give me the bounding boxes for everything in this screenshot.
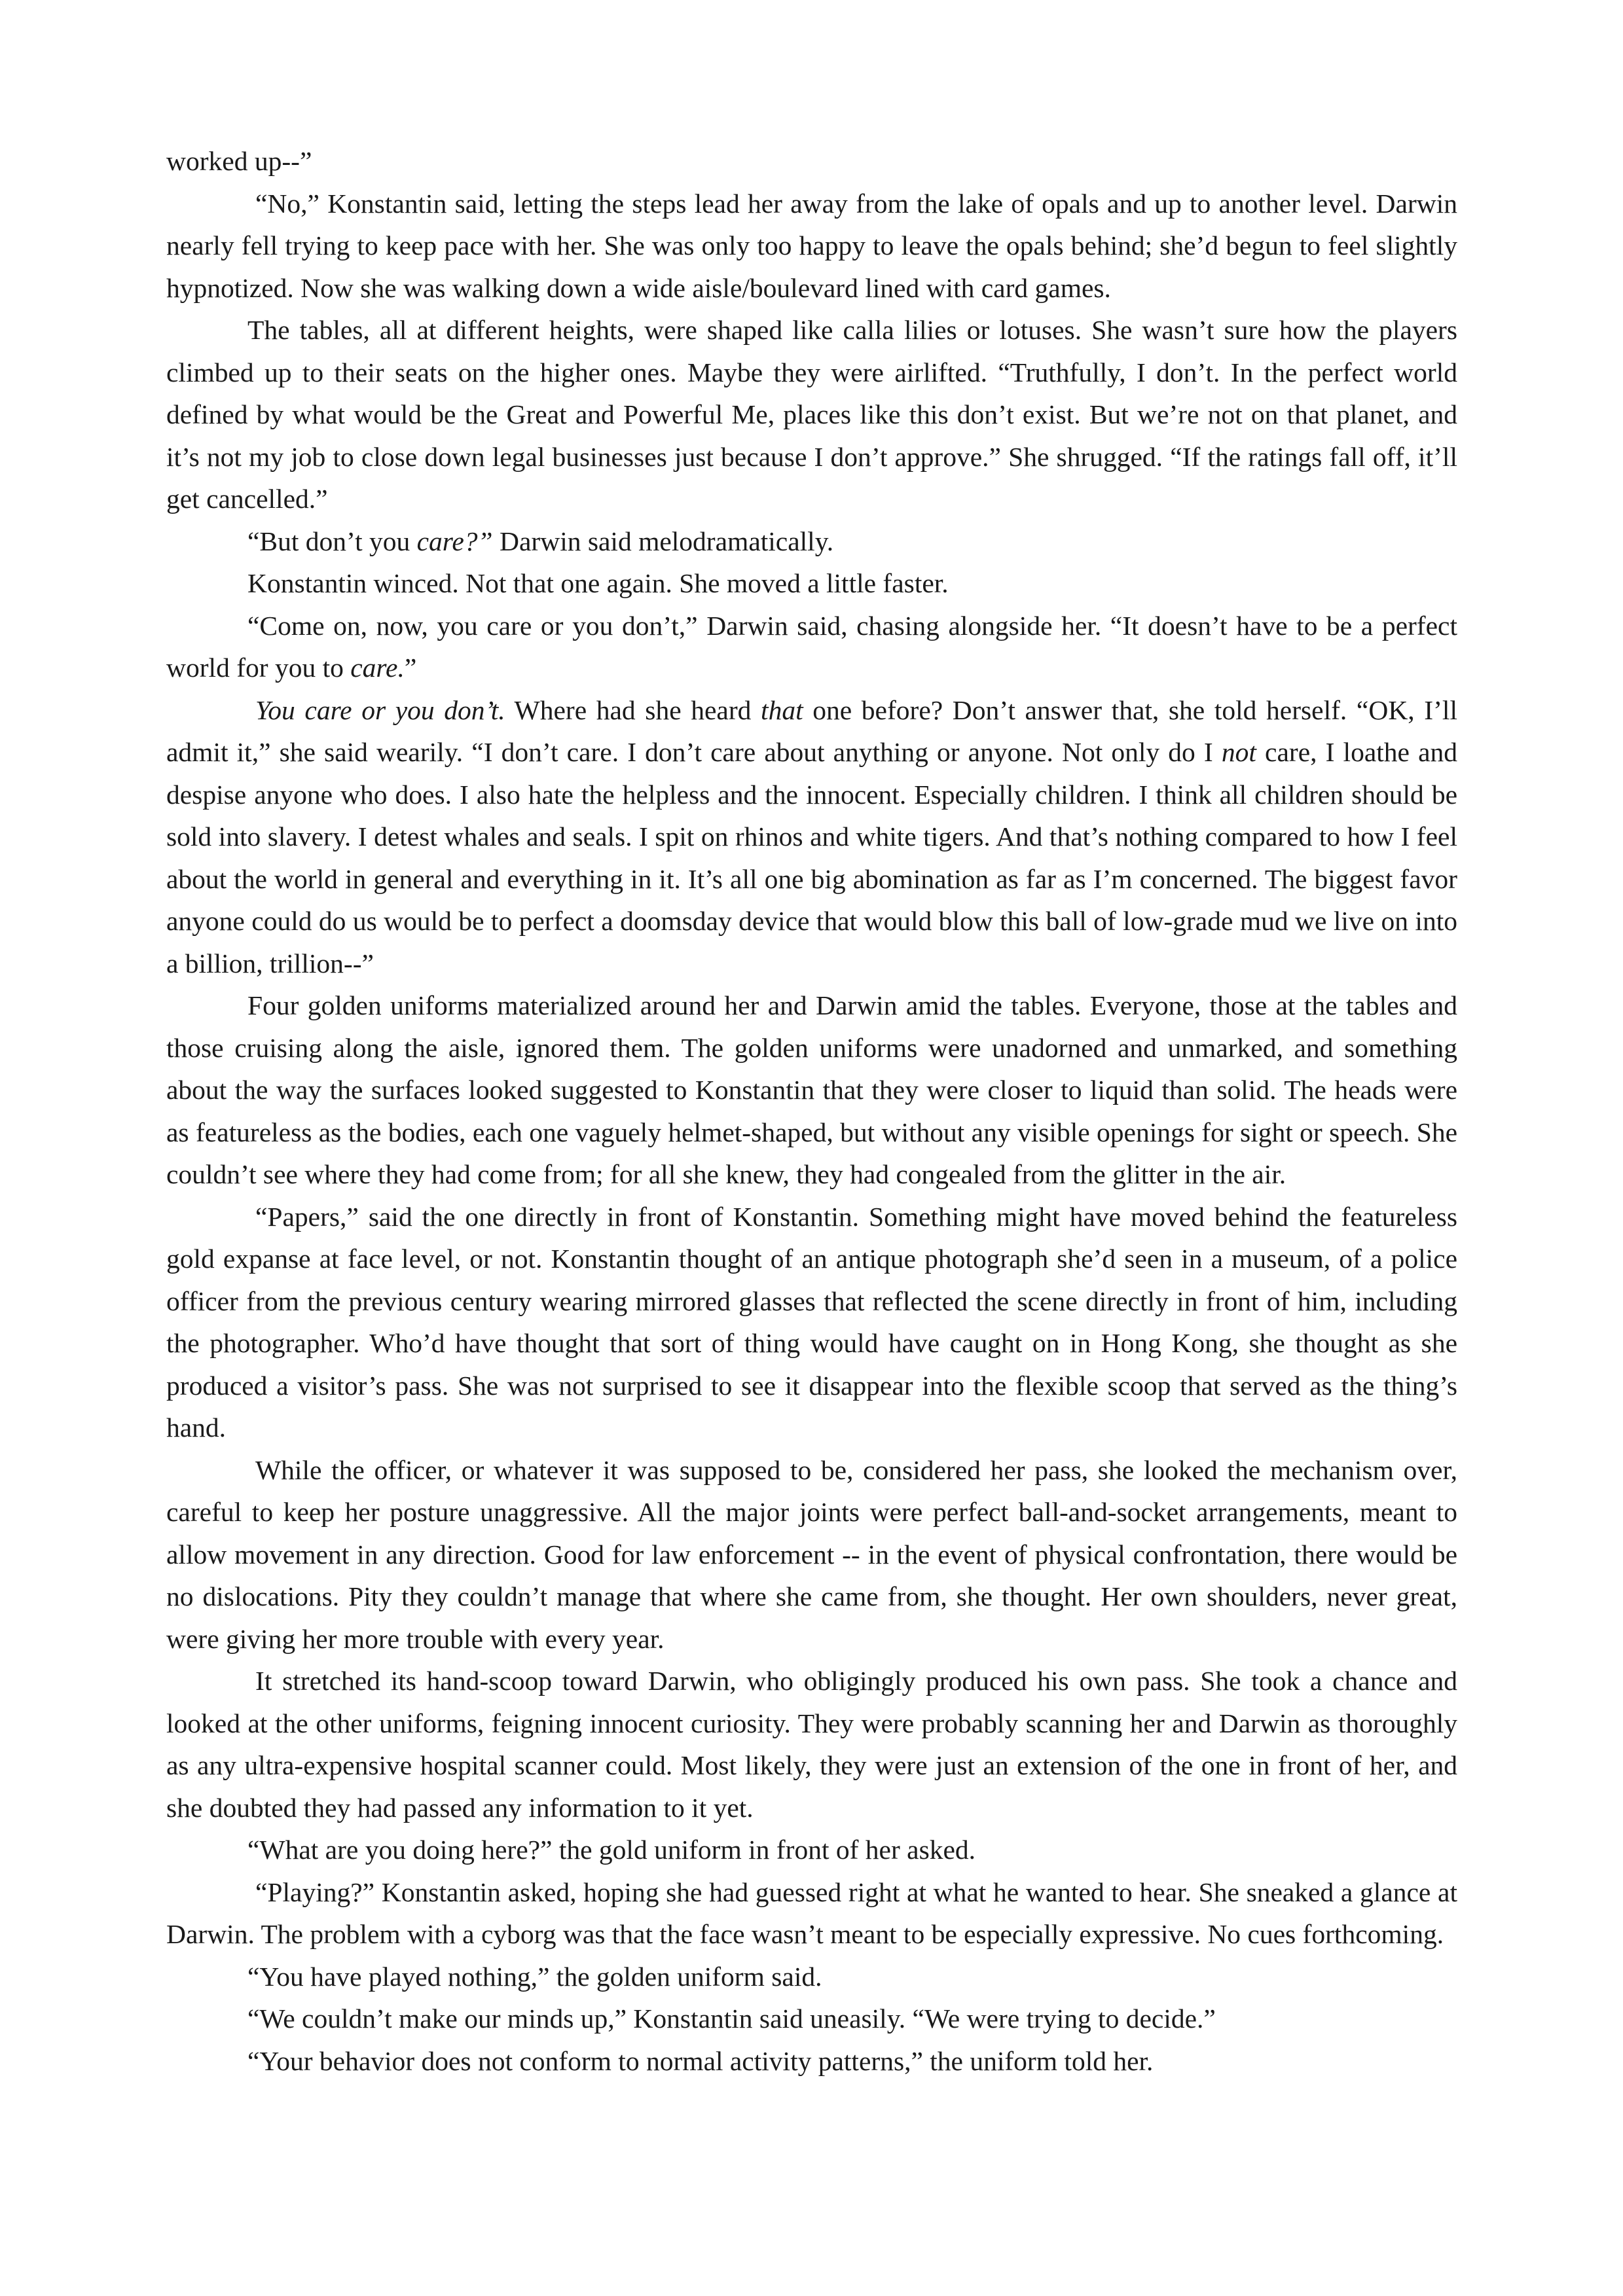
paragraph-16-text: “Your behavior does not conform to normal activity patterns,” the uniform told her. (247, 2045, 1154, 2076)
paragraph-15 (166, 1998, 1457, 2040)
paragraph-7-text-a: Where had she heard (505, 694, 761, 725)
paragraph-6-text-b: ” (404, 653, 417, 683)
paragraph-7-text-b: one before? Don’t answer that, she told herself. “OK, I’ll admit it,” she said wearily. “I don’t care. I don’t care about anything or anyone. Not only do I (166, 694, 1457, 767)
paragraph-4-text-a: “But don’t you (247, 526, 417, 556)
paragraph-7-text-c: care, I loathe and despise anyone who does. I also hate the helpless and the innocent. Especially children. I think all children should be sold into slavery. I detest whales and seals. I spit on rhinos and white tigers. And that’s nothing compared to how I feel about the world in general and everything in it. It’s all one big abomination as far as I’m concerned. The biggest favor anyone could do us would be to perfect a doomsday device that would blow this ball of low-grade mud we live on into a billion, trillion--” (166, 737, 1457, 978)
paragraph-10 (166, 1449, 1457, 1660)
paragraph-11 (166, 1660, 1457, 1829)
paragraph-2 (166, 183, 1457, 310)
paragraph-13-text: “Playing?” Konstantin asked, hoping she had guessed right at what he wanted to hear. She sneaked a glance at Darwin. The problem with a cyborg was that the face wasn’t meant to be especially expressive. No cues forthcoming. (166, 1876, 1457, 1949)
paragraph-6 (166, 605, 1457, 689)
paragraph-1 (166, 140, 1457, 183)
paragraph-9 (166, 1196, 1457, 1449)
paragraph-11-text: It stretched its hand-scoop toward Darwin, who obligingly produced his own pass. She took a chance and looked at the other uniforms, feigning innocent curiosity. They were probably scanning her and Darwin as thoroughly as any ultra-expensive hospital scanner could. Most likely, they were just an extension of the one in front of her, and she doubted they had passed any information to it yet. (166, 1666, 1457, 1823)
paragraph-7 (166, 689, 1457, 985)
paragraph-5 (166, 562, 1457, 605)
paragraph-6-text-a: “Come on, now, you care or you don’t,” Darwin said, chasing alongside her. “It doesn’t have to be a perfect world for you to (166, 610, 1457, 683)
paragraph-15-text: “We couldn’t make our minds up,” Konstantin said uneasily. “We were trying to decide.” (247, 2003, 1216, 2034)
paragraph-8-text: Four golden uniforms materialized around her and Darwin amid the tables. Everyone, those at the tables and those cruising along the aisle, ignored them. The golden uniforms were unadorned and unmarked, and something about the way the surfaces looked suggested to Konstantin that they were closer to liquid than solid. The heads were as featureless as the bodies, each one vaguely helmet-shaped, but without any visible openings for sight or speech. She couldn’t see where they had come from; for all she knew, they had congealed from the glitter in the air. (166, 990, 1457, 1189)
paragraph-12-text: “What are you doing here?” the gold uniform in front of her asked. (247, 1835, 976, 1865)
paragraph-16 (166, 2040, 1457, 2083)
paragraph-4-emphasis: care?” (416, 526, 493, 556)
paragraph-3-text: The tables, all at different heights, were shaped like calla lilies or lotuses. She wasn’t sure how the players climbed up to their seats on the higher ones. Maybe they were airlifted. “Truthfully, I don’t. In the perfect world defined by what would be the Great and Powerful Me, places like this don’t exist. But we’re not on that planet, and it’s not my job to close down legal businesses just because I don’t approve.” She shrugged. “If the ratings fall off, it’ll get cancelled.” (166, 315, 1457, 514)
paragraph-12 (166, 1829, 1457, 1871)
paragraph-14 (166, 1956, 1457, 1998)
document-page (166, 140, 1457, 2082)
paragraph-7-emphasis-1: You care or you don’t. (255, 694, 505, 725)
paragraph-14-text: “You have played nothing,” the golden uniform said. (247, 1961, 822, 1992)
paragraph-4-text-b: Darwin said melodramatically. (492, 526, 834, 556)
paragraph-5-text: Konstantin winced. Not that one again. She moved a little faster. (247, 568, 949, 598)
paragraph-13 (166, 1871, 1457, 1956)
paragraph-3 (166, 309, 1457, 520)
paragraph-7-emphasis-2: that (761, 694, 803, 725)
paragraph-8 (166, 984, 1457, 1196)
paragraph-2-text: “No,” Konstantin said, letting the steps lead her away from the lake of opals and up to another level. Darwin nearly fell trying to keep pace with her. She was only too happy to leave the opals behind; she’d begun to feel slightly hypnotized. Now she was walking down a wide aisle/boulevard lined with card games. (166, 188, 1457, 303)
paragraph-4 (166, 520, 1457, 563)
paragraph-9-text: “Papers,” said the one directly in front of Konstantin. Something might have moved behind the featureless gold expanse at face level, or not. Konstantin thought of an antique photograph she’d seen in a museum, of a police officer from the previous century wearing mirrored glasses that reflected the scene directly in front of him, including the photographer. Who’d have thought that sort of thing would have caught on in Hong Kong, she thought as she produced a visitor’s pass. She was not surprised to see it disappear into the flexible scoop that served as the thing’s hand. (166, 1201, 1457, 1443)
paragraph-7-emphasis-3: not (1221, 737, 1256, 767)
paragraph-6-emphasis: care. (350, 653, 405, 683)
paragraph-10-text: While the officer, or whatever it was supposed to be, considered her pass, she looked the mechanism over, careful to keep her posture unaggressive. All the major joints were perfect ball-and-socket arrangements, meant to allow movement in any direction. Good for law enforcement -- in the event of physical confrontation, there would be no dislocations. Pity they couldn’t manage that where she came from, she thought. Her own shoulders, never great, were giving her more trouble with every year. (166, 1454, 1457, 1654)
paragraph-1-text: worked up--” (166, 146, 312, 176)
